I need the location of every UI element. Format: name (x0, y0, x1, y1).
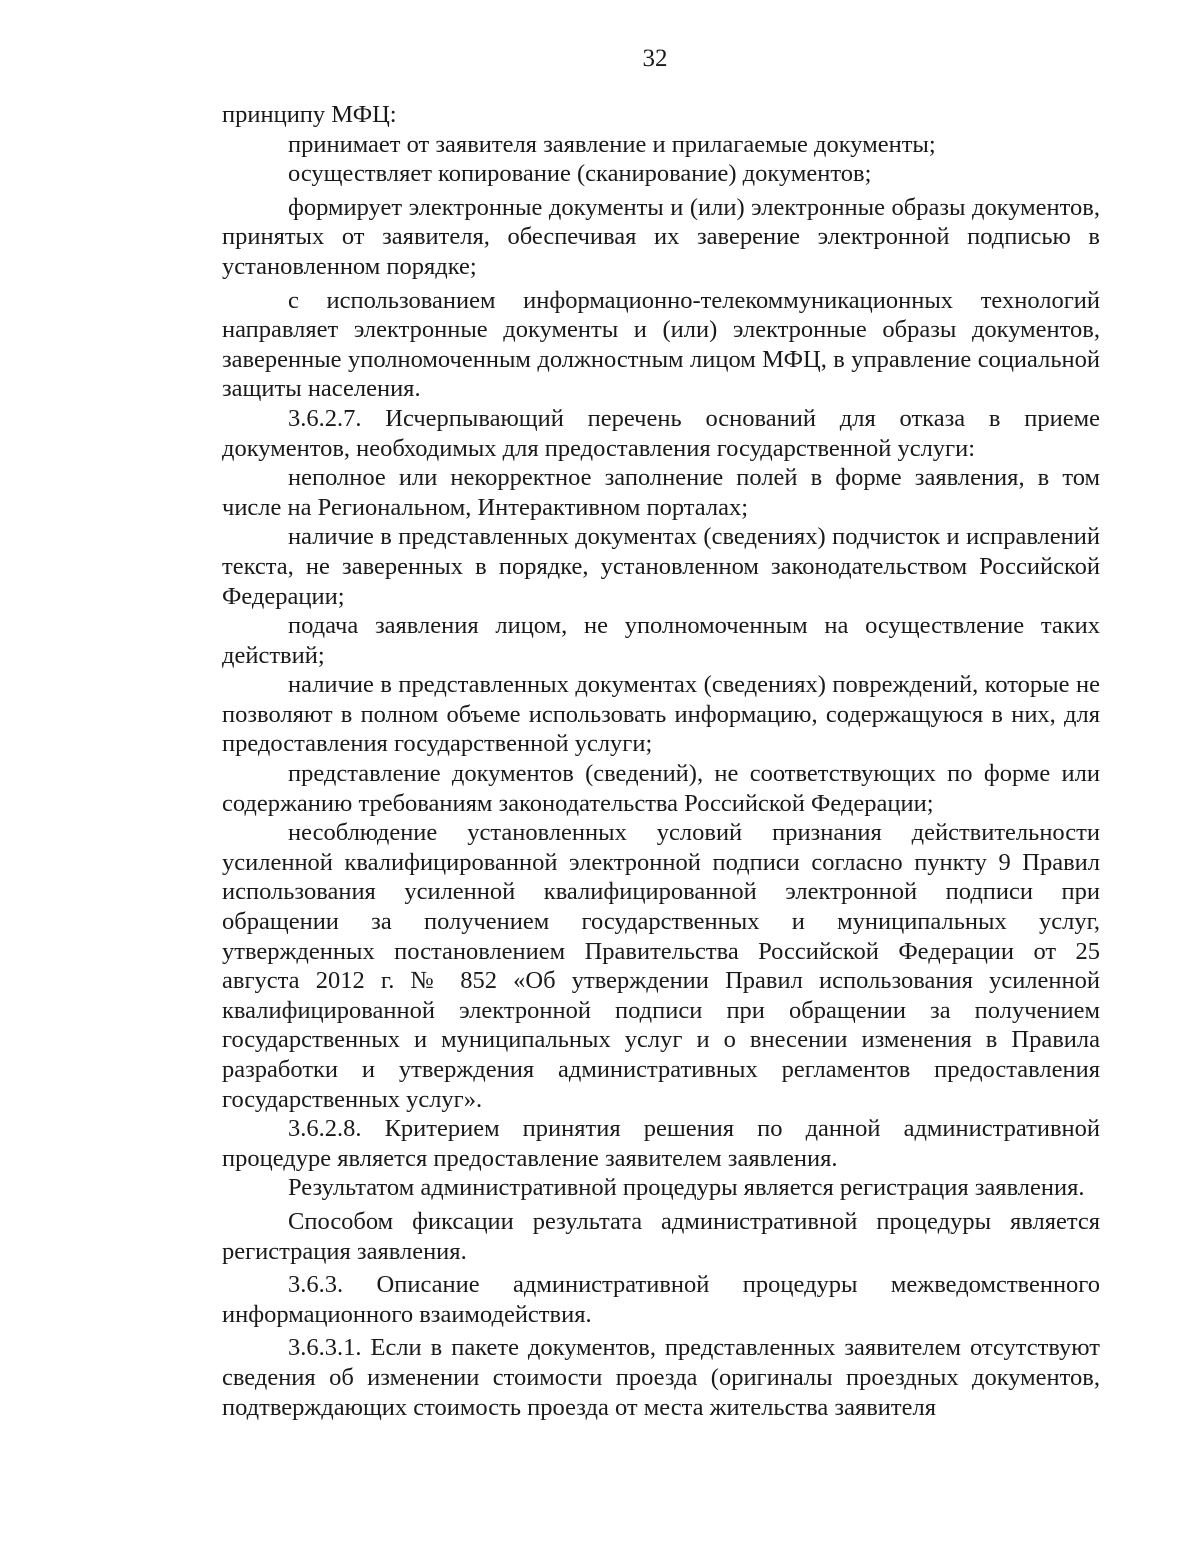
page-number: 32 (642, 45, 668, 72)
paragraph-14: Результатом административной процедуры является регистрация заявления. (288, 1174, 1085, 1202)
paragraph-6: 3.6.2.7. Исчерпывающий перечень оснований для отказа в приеме документов, необходимых для предоставления государственной услуги: (222, 404, 1100, 462)
paragraph-4: формирует электронные документы и (или) электронные образы документов, принятых от заявителя, обеспечивая их заверение электронной подписью в установленном порядке; (222, 193, 1100, 280)
paragraph-15: Способом фиксации результата административной процедуры является регистрация заявления. (222, 1207, 1100, 1265)
paragraph-10: наличие в представленных документах (сведениях) повреждений, которые не позволяют в полном объеме использовать информацию, содержащуюся в них, для предоставления государственной услуги; (222, 671, 1100, 758)
paragraph-2: принимает от заявителя заявление и прилагаемые документы; (288, 130, 936, 158)
paragraph-8: наличие в представленных документах (сведениях) подчисток и исправлений текста, не заверенных в порядке, установленном законодательством Российской Федерации; (222, 523, 1100, 610)
document-body (222, 100, 1100, 1422)
paragraph-1: принципу МФЦ: (222, 101, 397, 128)
paragraph-16: 3.6.3. Описание административной процедуры межведомственного информационного взаимодействия. (222, 1271, 1100, 1328)
paragraph-5: с использованием информационно-телекоммуникационных технологий направляет электронные документы и (или) электронные образы документов, заверенные уполномоченным должностным лицом МФЦ, в управление социальной защиты населения. (222, 286, 1100, 403)
paragraph-13: 3.6.2.8. Критерием принятия решения по данной административной процедуре является предоставление заявителем заявления. (222, 1115, 1100, 1172)
paragraph-12: несоблюдение установленных условий признания действительности усиленной квалифицированной электронной подписи согласно пункту 9 Правил использования усиленной квалифицированной электронной подписи при обращении за получением государственных и муниципальных услуг, утвержденных постановлением Правительства Российской Федерации от 25 августа 2012 г. № 852 «Об утверждении Правил использования усиленной квалифицированной электронной подписи при обращении за получением государственных и муниципальных услуг и о внесении изменения в Правила разработки и утверждения административных регламентов предоставления государственных услуг». (222, 819, 1100, 1113)
paragraph-9: подача заявления лицом, не уполномоченным на осуществление таких действий; (222, 612, 1100, 669)
paragraph-11: представление документов (сведений), не соответствующих по форме или содержанию требованиям законодательства Российской Федерации; (222, 760, 1100, 817)
paragraph-3: осуществляет копирование (сканирование) документов; (288, 160, 872, 188)
paragraph-7: неполное или некорректное заполнение полей в форме заявления, в том числе на Региональном, Интерактивном порталах; (222, 464, 1100, 521)
paragraph-17: 3.6.3.1. Если в пакете документов, представленных заявителем отсутствуют сведения об изменении стоимости проезда (оригиналы проездных документов, подтверждающих стоимость проезда от места жительства заявителя (222, 1334, 1100, 1421)
